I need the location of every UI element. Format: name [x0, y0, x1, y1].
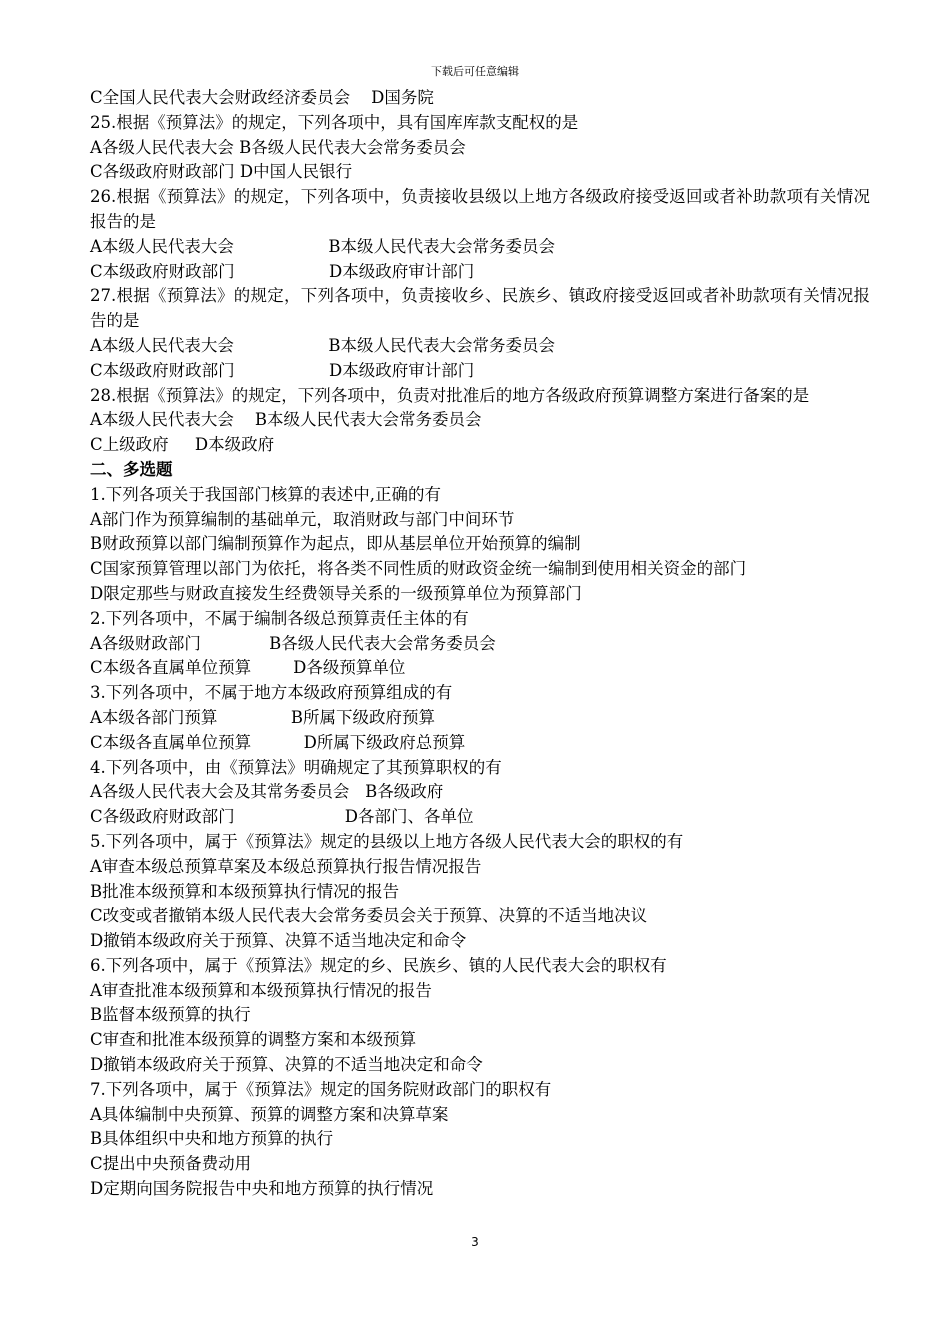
option-line: D撤销本级政府关于预算、决算的不适当地决定和命令	[90, 1055, 483, 1075]
question-line: 4.下列各项中，由《预算法》明确规定了其预算职权的有	[90, 757, 502, 777]
option-line: C本级各直属单位预算 D所属下级政府总预算	[90, 732, 466, 752]
option-line: A本级人民代表大会 B本级人民代表大会常务委员会	[90, 410, 482, 430]
option-line: D定期向国务院报告中央和地方预算的执行情况	[90, 1179, 434, 1199]
question-line: 5.下列各项中，属于《预算法》规定的县级以上地方各级人民代表大会的职权的有	[90, 831, 684, 851]
question-line: 7.下列各项中，属于《预算法》规定的国务院财政部门的职权有	[90, 1079, 552, 1099]
option-line: A具体编制中央预算、预算的调整方案和决算草案	[90, 1104, 449, 1124]
question-line: 25.根据《预算法》的规定，下列各项中，具有国库库款支配权的是	[90, 112, 579, 132]
option-line: D限定那些与财政直接发生经费领导关系的一级预算单位为预算部门	[90, 583, 582, 603]
option-line: A审查本级总预算草案及本级总预算执行报告情况报告	[90, 856, 482, 876]
option-line: A部门作为预算编制的基础单元，取消财政与部门中间环节	[90, 509, 515, 529]
option-line: C全国人民代表大会财政经济委员会 D国务院	[90, 88, 434, 107]
option-line: A各级财政部门 B各级人民代表大会常务委员会	[90, 633, 496, 653]
question-line: 28.根据《预算法》的规定，下列各项中，负责对批准后的地方各级政府预算调整方案进行备案的是	[90, 385, 810, 405]
option-line: C各级政府财政部门 D中国人民银行	[90, 162, 353, 182]
option-line: C本级政府财政部门 D本级政府审计部门	[90, 261, 475, 281]
option-line: C本级政府财政部门 D本级政府审计部门	[90, 360, 475, 380]
option-line: B监督本级预算的执行	[90, 1005, 251, 1025]
page-number: 3	[471, 1235, 479, 1249]
option-line: C国家预算管理以部门为依托，将各类不同性质的财政资金统一编制到使用相关资金的部门	[90, 559, 747, 579]
question-line: 27.根据《预算法》的规定，下列各项中，负责接收乡、民族乡、镇政府接受返回或者补助款项有关情况报告的是	[90, 286, 870, 331]
question-line: 26.根据《预算法》的规定，下列各项中，负责接收县级以上地方各级政府接受返回或者补助款项有关情况报告的是	[90, 187, 870, 231]
option-line: A本级各部门预算 B所属下级政府预算	[90, 707, 435, 727]
option-line: D撤销本级政府关于预算、决算不适当地决定和命令	[90, 931, 467, 951]
page-header: 下载后可任意编辑	[431, 65, 519, 78]
option-line: B批准本级预算和本级预算执行情况的报告	[90, 881, 400, 901]
option-line: C提出中央预备费动用	[90, 1154, 252, 1174]
question-line: 1.下列各项关于我国部门核算的表述中,正确的有	[90, 484, 441, 504]
section-heading: 二、多选题	[90, 459, 173, 479]
option-line: A本级人民代表大会 B本级人民代表大会常务委员会	[90, 236, 555, 256]
option-line: C本级各直属单位预算 D各级预算单位	[90, 658, 406, 678]
option-line: C上级政府 D本级政府	[90, 435, 275, 455]
option-line: C审查和批准本级预算的调整方案和本级预算	[90, 1030, 417, 1050]
option-line: A各级人民代表大会及其常务委员会 B各级政府	[90, 782, 444, 802]
question-line: 2.下列各项中，不属于编制各级总预算责任主体的有	[90, 608, 469, 628]
page-body	[90, 86, 870, 1202]
option-line: B具体组织中央和地方预算的执行	[90, 1129, 334, 1149]
option-line: C改变或者撤销本级人民代表大会常务委员会关于预算、决算的不适当地决议	[90, 906, 648, 926]
question-line: 3.下列各项中，不属于地方本级政府预算组成的有	[90, 683, 453, 703]
option-line: A本级人民代表大会 B本级人民代表大会常务委员会	[90, 335, 555, 355]
option-line: A审查批准本级预算和本级预算执行情况的报告	[90, 980, 432, 1000]
question-line: 6.下列各项中，属于《预算法》规定的乡、民族乡、镇的人民代表大会的职权有	[90, 955, 667, 975]
option-line: C各级政府财政部门 D各部门、各单位	[90, 807, 474, 827]
option-line: B财政预算以部门编制预算作为起点，即从基层单位开始预算的编制	[90, 534, 581, 554]
option-line: A各级人民代表大会 B各级人民代表大会常务委员会	[90, 137, 466, 157]
